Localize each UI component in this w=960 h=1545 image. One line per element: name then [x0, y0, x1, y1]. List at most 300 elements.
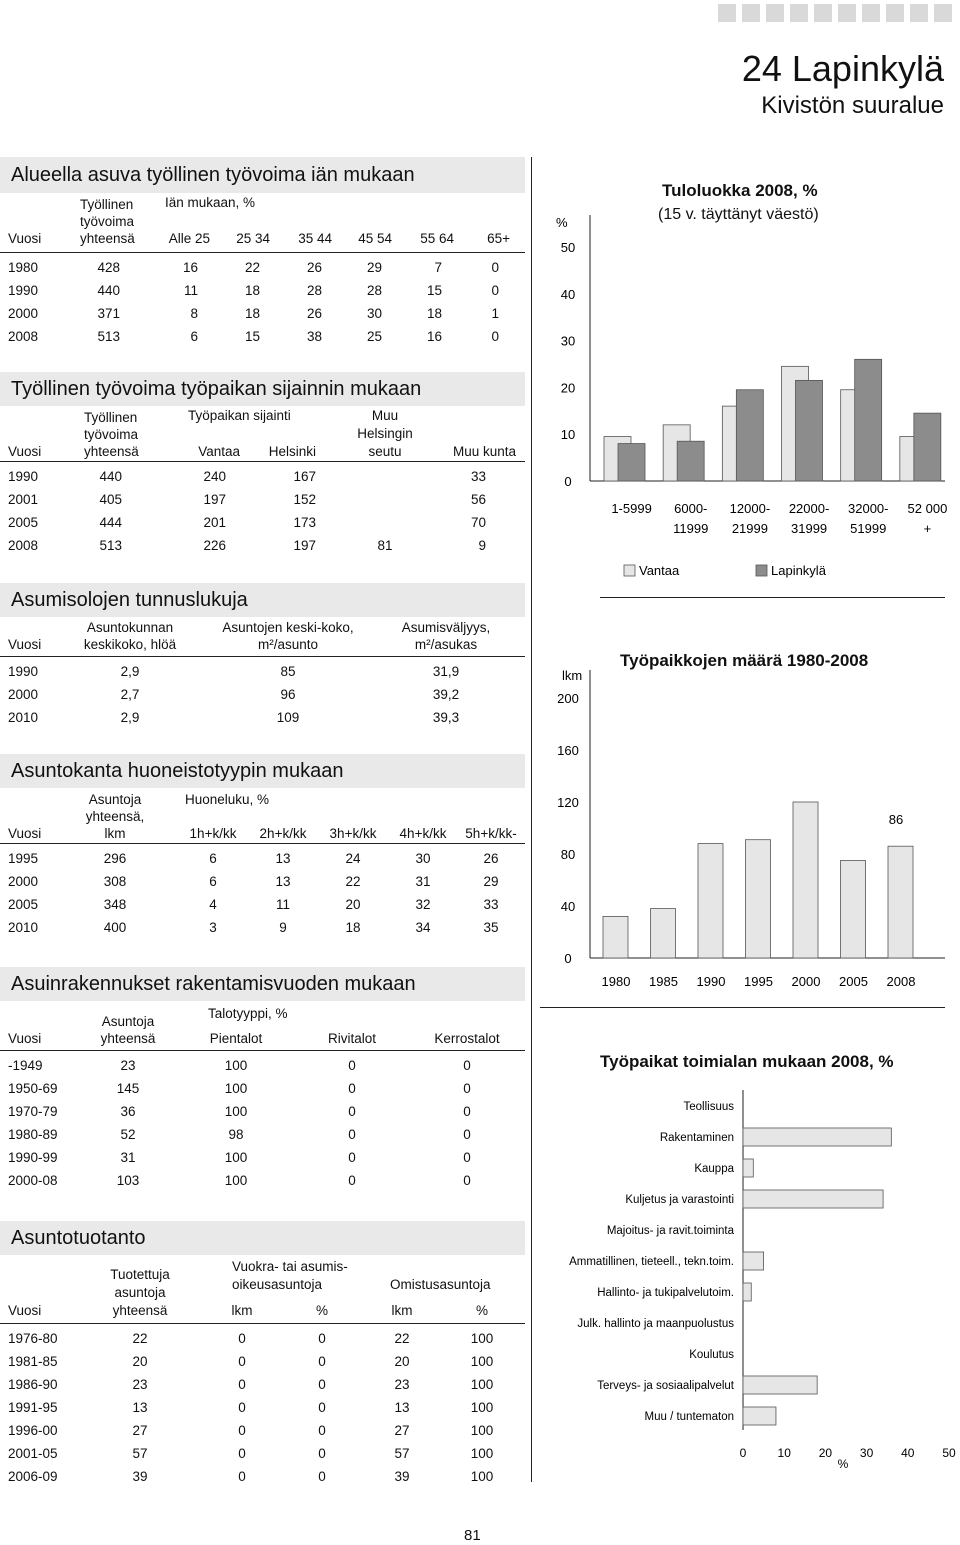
table-cell: 2,9 — [120, 710, 140, 725]
table-cell: 9 — [279, 920, 287, 935]
table-cell: 52 — [120, 1127, 136, 1142]
col-muu-l2: Helsingin — [357, 426, 413, 441]
table-cell: 1996-00 — [8, 1423, 58, 1438]
x-tick-label: 6000- — [674, 501, 708, 516]
table-cell: 2010 — [8, 710, 39, 725]
table-cell: 39,2 — [432, 687, 460, 702]
page-number: 81 — [464, 1527, 481, 1544]
y-tick-label: 200 — [557, 691, 579, 706]
table-cell: 23 — [132, 1377, 148, 1392]
category-label: Terveys- ja sosiaalipalvelut — [597, 1380, 734, 1392]
category-label: Koulutus — [689, 1349, 734, 1361]
table-cell: 100 — [470, 1423, 494, 1438]
col-total-l3: yhteensä — [84, 444, 139, 459]
table-cell: 296 — [103, 851, 127, 866]
col-year: Vuosi — [8, 444, 42, 459]
table-cell: 201 — [203, 515, 226, 530]
legend-swatch — [624, 565, 635, 576]
table-cell: 2005 — [8, 897, 39, 912]
table-cell: 103 — [116, 1173, 140, 1188]
table-cell: 15 — [426, 283, 442, 298]
col-h: Kerrostalot — [434, 1031, 500, 1046]
x-tick-label: 10 — [777, 1446, 791, 1460]
table-housing — [0, 617, 525, 730]
t1-title: Alueella asuva työllinen työvoima iän mukaan — [0, 157, 525, 193]
category-label: Teollisuus — [683, 1101, 734, 1113]
data-label: 86 — [888, 812, 904, 827]
table-row — [0, 1374, 525, 1397]
table-row — [0, 894, 525, 917]
table-cell: 0 — [238, 1423, 246, 1438]
x-tick-label: 40 — [901, 1446, 915, 1460]
table-cell: 1980 — [8, 260, 39, 275]
table-cell: 1995 — [8, 851, 39, 866]
table-cell: 1 — [491, 306, 499, 321]
col-total-l2: asuntoja — [114, 1285, 166, 1300]
table-cell: 31 — [120, 1150, 136, 1165]
table-row — [0, 1351, 525, 1374]
table-row — [0, 661, 525, 684]
x-tick-label: 22000- — [788, 501, 830, 516]
table-cell: 31 — [415, 874, 431, 889]
bar — [841, 861, 866, 959]
jobs-chart — [540, 660, 960, 1000]
table-cell: 0 — [463, 1173, 471, 1188]
table-cell: 39 — [394, 1469, 410, 1484]
table-cell: 308 — [103, 874, 127, 889]
category-label: Kauppa — [694, 1163, 734, 1175]
x-tick-label: 1990 — [696, 974, 726, 989]
table-cell: 2001 — [8, 492, 39, 507]
y-tick-label: 120 — [557, 795, 579, 810]
x-tick-label: 12000- — [729, 501, 771, 516]
table-cell: 0 — [318, 1446, 326, 1461]
chart1-divider — [600, 597, 945, 598]
table-cell: 22 — [244, 260, 260, 275]
table-cell: 1950-69 — [8, 1081, 58, 1096]
table-cell: 8 — [190, 306, 198, 321]
table-cell: 39 — [132, 1469, 148, 1484]
col-h: keskikoko, hlöä — [83, 637, 177, 652]
col-h: 45 54 — [358, 231, 392, 246]
table-cell: 98 — [228, 1127, 244, 1142]
industry-chart — [540, 1085, 960, 1480]
bar — [698, 844, 723, 958]
table-cell: 2008 — [8, 329, 39, 344]
x-tick-label: 1980 — [601, 974, 631, 989]
table-cell: 2008 — [8, 538, 39, 553]
table-location — [0, 406, 525, 558]
table-cell: 33 — [483, 897, 499, 912]
table-cell: 100 — [224, 1150, 248, 1165]
col-year: Vuosi — [8, 231, 42, 246]
page-subtitle: Kivistön suuralue — [761, 92, 944, 119]
table-cell: 35 — [483, 920, 499, 935]
table-cell: 2,7 — [120, 687, 140, 702]
bar-lapinkylä — [677, 441, 704, 481]
table-cell: 0 — [463, 1150, 471, 1165]
table-buildings — [0, 1001, 525, 1193]
table-cell: 1981-85 — [8, 1354, 58, 1369]
x-tick-label: 32000- — [848, 501, 889, 516]
x-tick-label: 52 000 — [907, 501, 948, 516]
table-cell: 100 — [470, 1469, 494, 1484]
table-cell: 13 — [394, 1400, 410, 1415]
table-cell: 428 — [97, 260, 120, 275]
col-total-l1: Asuntoja — [88, 792, 142, 807]
table-row — [0, 512, 525, 535]
col-total-l3: lkm — [104, 826, 126, 841]
table-cell: 11 — [183, 283, 198, 298]
bar — [743, 1407, 776, 1425]
chart1-title: Tuloluokka 2008, % — [662, 181, 818, 200]
col-h: % — [475, 1303, 488, 1318]
table-cell: 20 — [394, 1354, 410, 1369]
x-tick-label: 50 — [942, 1446, 956, 1460]
category-label: Kuljetus ja varastointi — [625, 1194, 734, 1206]
table-cell: 15 — [244, 329, 260, 344]
table-cell: 57 — [132, 1446, 148, 1461]
table-cell: 0 — [318, 1400, 326, 1415]
x-tick-label: 31999 — [791, 521, 828, 536]
table-cell: 18 — [426, 306, 442, 321]
col-year: Vuosi — [8, 826, 42, 841]
table-header — [0, 406, 525, 462]
bar — [743, 1283, 751, 1301]
table-cell: 100 — [224, 1173, 248, 1188]
table-cell: 20 — [345, 897, 361, 912]
table-cell: 3 — [209, 920, 217, 935]
table-cell: 29 — [366, 260, 382, 275]
x-axis-label: % — [837, 1457, 849, 1471]
x-tick-label: 1-5999 — [611, 501, 652, 516]
table-cell: 2000 — [8, 687, 39, 702]
table-row — [0, 303, 525, 326]
table-cell: 513 — [97, 329, 120, 344]
table-cell: 1986-90 — [8, 1377, 58, 1392]
table-production — [0, 1255, 525, 1489]
x-tick-label: 20 — [818, 1446, 833, 1460]
table-row — [0, 1055, 525, 1078]
y-tick-label: 40 — [560, 899, 576, 914]
table-cell: 240 — [203, 469, 226, 484]
x-tick-label: 1995 — [744, 974, 773, 989]
table-cell: 27 — [132, 1423, 148, 1438]
table-row — [0, 326, 525, 349]
table-cell: 100 — [470, 1446, 494, 1461]
table-row — [0, 1443, 525, 1466]
col-h: 35 44 — [298, 231, 332, 246]
chart2-divider — [540, 1007, 945, 1008]
table-cell: 1990-99 — [8, 1150, 58, 1165]
table-cell: 0 — [463, 1127, 471, 1142]
table-cell: 36 — [120, 1104, 136, 1119]
legend-swatch — [756, 565, 767, 576]
table-cell: 25 — [366, 329, 382, 344]
table-row — [0, 1466, 525, 1489]
col-h: Helsinki — [268, 444, 316, 459]
table-cell: 2000 — [8, 306, 39, 321]
y-axis-label: % — [556, 215, 568, 230]
table-cell: 0 — [238, 1400, 246, 1415]
col-total-l2: yhteensä — [100, 1031, 156, 1046]
table-cell: 26 — [483, 851, 499, 866]
table-cell: 16 — [182, 260, 198, 275]
col-total-l1: Asuntoja — [101, 1014, 155, 1029]
table-row — [0, 917, 525, 940]
table-cell: 29 — [483, 874, 499, 889]
table-cell: 0 — [348, 1127, 356, 1142]
y-tick-label: 0 — [564, 951, 572, 966]
table-cell: 0 — [463, 1081, 471, 1096]
table-cell: 100 — [470, 1377, 494, 1392]
table-cell: 39,3 — [432, 710, 460, 725]
col-group: Työpaikan sijainti — [188, 408, 291, 423]
t4-title: Asuntokanta huoneistotyypin mukaan — [0, 754, 525, 788]
table-cell: 0 — [238, 1469, 246, 1484]
table-row — [0, 1170, 525, 1193]
table-cell: 1976-80 — [8, 1331, 58, 1346]
col-h: m²/asukas — [414, 637, 478, 652]
table-cell: 0 — [348, 1058, 356, 1073]
x-tick-label: 0 — [739, 1446, 747, 1460]
table-cell: 0 — [318, 1331, 326, 1346]
category-label: Majoitus- ja ravit.toiminta — [606, 1225, 734, 1237]
table-cell: 85 — [280, 664, 296, 679]
table-cell: 2,9 — [120, 664, 140, 679]
table-row — [0, 1397, 525, 1420]
category-label: Julk. hallinto ja maanpuolustus — [577, 1318, 734, 1330]
col-group-1-l2: oikeusasuntoja — [232, 1277, 323, 1292]
table-cell: 2006-09 — [8, 1469, 58, 1484]
y-tick-label: 40 — [560, 286, 576, 302]
col-h: m²/asunto — [257, 637, 319, 652]
table-cell: 28 — [306, 283, 322, 298]
category-label: Ammatillinen, tieteell., tekn.toim. — [569, 1256, 734, 1268]
table-age — [0, 193, 525, 349]
col-h: Vantaa — [198, 444, 240, 459]
table-cell: 30 — [366, 306, 382, 321]
x-tick-label: 30 — [859, 1446, 874, 1460]
col-total-l1: Työllinen — [84, 410, 138, 425]
table-cell: 38 — [306, 329, 322, 344]
table-cell: 22 — [132, 1331, 148, 1346]
table-cell: 6 — [190, 329, 198, 344]
table-cell: 1970-79 — [8, 1104, 58, 1119]
table-cell: 440 — [99, 469, 122, 484]
table-cell: 100 — [470, 1331, 494, 1346]
bar-lapinkylä — [855, 359, 882, 481]
table-cell: 2005 — [8, 515, 39, 530]
bar-lapinkylä — [796, 380, 823, 481]
table-cell: 57 — [394, 1446, 410, 1461]
table-cell: 20 — [132, 1354, 148, 1369]
column-divider — [531, 157, 532, 1482]
col-h: lkm — [231, 1303, 253, 1318]
table-cell: 70 — [470, 515, 486, 530]
table-cell: 23 — [120, 1058, 136, 1073]
table-cell: 100 — [224, 1058, 248, 1073]
table-cell: 444 — [99, 515, 122, 530]
chart3-title: Työpaikat toimialan mukaan 2008, % — [600, 1052, 894, 1071]
table-cell: 22 — [394, 1331, 410, 1346]
x-tick-label: 1985 — [649, 974, 678, 989]
y-tick-label: 30 — [560, 333, 576, 349]
col-muu-l3: seutu — [368, 444, 402, 459]
table-cell: 100 — [224, 1104, 248, 1119]
t6-title: Asuntotuotanto — [0, 1221, 525, 1255]
category-label: Hallinto- ja tukipalvelutoim. — [597, 1287, 734, 1299]
table-cell: 100 — [224, 1081, 248, 1096]
chart1-subtitle: (15 v. täyttänyt väestö) — [658, 206, 819, 223]
table-header — [0, 1001, 525, 1051]
table-cell: 4 — [209, 897, 217, 912]
table-cell: 13 — [275, 874, 291, 889]
table-header — [0, 1255, 525, 1324]
table-cell: 0 — [318, 1377, 326, 1392]
table-cell: 405 — [99, 492, 122, 507]
col-h: 65+ — [487, 231, 510, 246]
x-tick-label: 2005 — [839, 974, 868, 989]
table-cell: 0 — [491, 260, 499, 275]
col-h: Asumisväljyys, — [401, 620, 491, 635]
y-tick-label: 50 — [560, 240, 576, 255]
bar-lapinkylä — [914, 413, 941, 481]
table-cell: 6 — [209, 851, 217, 866]
col-total-l2: työvoima — [84, 427, 139, 442]
x-tick-label: 51999 — [850, 521, 887, 536]
col-h: Rivitalot — [327, 1031, 376, 1046]
table-cell: 16 — [426, 329, 442, 344]
bar — [743, 1376, 817, 1394]
table-cell: 27 — [394, 1423, 410, 1438]
col-h: 4h+k/kk — [399, 826, 447, 841]
table-cell: 18 — [244, 306, 260, 321]
table-row — [0, 1328, 525, 1351]
table-cell: 0 — [491, 329, 499, 344]
table-cell: 56 — [470, 492, 486, 507]
t3-title: Asumisolojen tunnuslukuja — [0, 583, 525, 617]
table-cell: 173 — [293, 515, 316, 530]
table-cell: 109 — [276, 710, 300, 725]
bar — [743, 1159, 753, 1177]
table-cell: 1980-89 — [8, 1127, 58, 1142]
x-tick-label: + — [923, 521, 932, 536]
table-row — [0, 707, 525, 730]
x-tick-label: 21999 — [731, 521, 768, 536]
chart2-title: Työpaikkojen määrä 1980-2008 — [620, 651, 869, 670]
table-cell: 2001-05 — [8, 1446, 58, 1461]
table-header — [0, 788, 525, 844]
col-h: 3h+k/kk — [329, 826, 377, 841]
table-cell: 28 — [366, 283, 382, 298]
table-cell: 400 — [103, 920, 127, 935]
table-cell: 6 — [209, 874, 217, 889]
table-cell: 0 — [318, 1354, 326, 1369]
table-cell: 96 — [280, 687, 296, 702]
col-year: Vuosi — [8, 1031, 42, 1046]
bar — [888, 846, 913, 958]
table-row — [0, 1147, 525, 1170]
table-cell: 440 — [97, 283, 120, 298]
col-h: 5h+k/kk- — [465, 826, 517, 841]
bar-lapinkylä — [736, 390, 763, 481]
table-cell: 513 — [99, 538, 122, 553]
bar — [746, 840, 771, 958]
col-group: Talotyyppi, % — [208, 1006, 288, 1021]
y-tick-label: 20 — [560, 380, 576, 396]
legend-label: Vantaa — [639, 563, 680, 578]
table-cell: 9 — [478, 538, 486, 553]
bar — [651, 909, 676, 958]
col-h: Pientalot — [209, 1031, 263, 1046]
page-title: 24 Lapinkylä — [741, 48, 944, 89]
table-row — [0, 1420, 525, 1443]
bar — [743, 1128, 891, 1146]
y-tick-label: 0 — [564, 474, 572, 489]
table-cell: 32 — [415, 897, 431, 912]
t5-title: Asuinrakennukset rakentamisvuoden mukaan — [0, 967, 525, 1001]
category-label: Muu / tuntematon — [644, 1411, 734, 1423]
table-rooms — [0, 788, 525, 940]
x-tick-label: 2000 — [791, 974, 821, 989]
table-cell: 0 — [318, 1423, 326, 1438]
col-total-l3: yhteensä — [80, 231, 135, 246]
table-cell: 0 — [463, 1058, 471, 1073]
table-row — [0, 848, 525, 871]
col-group: Iän mukaan, % — [165, 195, 256, 210]
bar — [743, 1190, 883, 1208]
table-cell: 167 — [293, 469, 316, 484]
table-cell: 1990 — [8, 469, 39, 484]
table-cell: 31,9 — [432, 664, 460, 679]
table-cell: 2000 — [8, 874, 39, 889]
table-cell: 18 — [345, 920, 361, 935]
col-total-l2: yhteensä, — [85, 809, 145, 824]
table-cell: 23 — [394, 1377, 410, 1392]
table-cell: 2000-08 — [8, 1173, 58, 1188]
table-cell: 0 — [491, 283, 499, 298]
table-cell: 152 — [293, 492, 316, 507]
y-tick-label: 80 — [560, 847, 576, 862]
table-cell: 30 — [415, 851, 431, 866]
category-label: Rakentaminen — [659, 1132, 734, 1144]
table-cell: 0 — [238, 1446, 246, 1461]
col-h: Alle 25 — [168, 231, 210, 246]
table-cell: 197 — [293, 538, 316, 553]
col-h: Muu kunta — [452, 444, 516, 459]
table-cell: 0 — [463, 1104, 471, 1119]
x-tick-label: 11999 — [673, 521, 709, 536]
col-total-l1: Työllinen — [80, 197, 134, 212]
table-cell: 1990 — [8, 283, 39, 298]
table-cell: 100 — [470, 1400, 494, 1415]
table-cell: 371 — [97, 306, 120, 321]
table-row — [0, 489, 525, 512]
table-cell: 81 — [377, 538, 393, 553]
col-h: Asuntojen keski-koko, — [222, 620, 354, 635]
table-row — [0, 257, 525, 280]
legend-label: Lapinkylä — [771, 563, 826, 578]
table-cell: 33 — [470, 469, 486, 484]
table-row — [0, 1078, 525, 1101]
table-cell: 348 — [103, 897, 127, 912]
table-cell: 145 — [116, 1081, 140, 1096]
table-cell: 1990 — [8, 664, 39, 679]
col-group-2: Omistusasuntoja — [390, 1277, 491, 1292]
col-h: 25 34 — [236, 231, 270, 246]
bar — [603, 916, 628, 958]
